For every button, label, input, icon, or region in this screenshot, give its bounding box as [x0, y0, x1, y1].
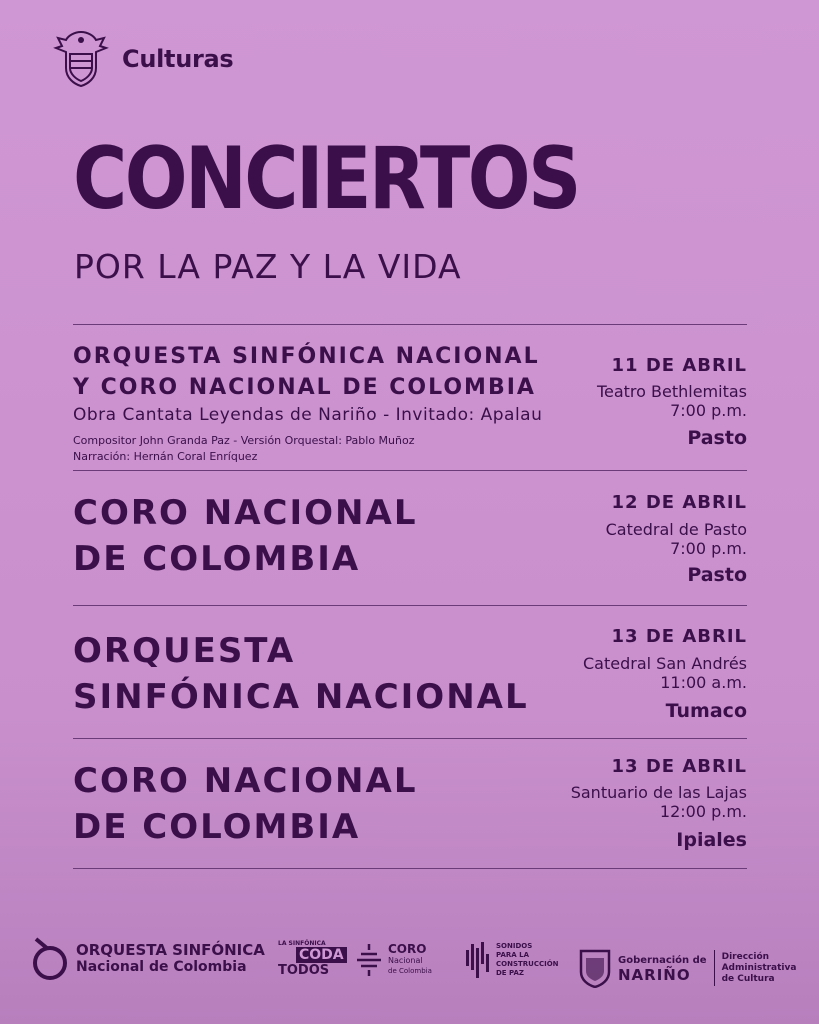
event-title-line1: ORQUESTA: [73, 631, 296, 671]
event-credits: Narración: Hernán Coral Enríquez: [73, 450, 258, 463]
osn-line1: ORQUESTA SINFÓNICA: [76, 941, 265, 959]
event-date: 13 DE ABRIL: [611, 626, 747, 647]
sonidos-line3: CONSTRUCCIÓN: [496, 960, 559, 968]
sonidos-logo: [464, 940, 559, 980]
coro-line3: de Colombia: [388, 966, 432, 975]
event-title-line2: SINFÓNICA NACIONAL: [73, 677, 529, 717]
divider: [73, 324, 747, 325]
event-credits: Compositor John Granda Paz - Versión Orquestal: Pablo Muñoz: [73, 434, 415, 447]
coro-line2: Nacional: [388, 955, 423, 965]
logo-divider: [714, 950, 715, 986]
brand-label: Culturas: [122, 45, 234, 73]
dir-line1: Dirección: [721, 951, 770, 962]
osn-line2: Nacional de Colombia: [76, 959, 247, 975]
event-venue: Teatro Bethlemitas: [596, 382, 747, 401]
event-title-line2: DE COLOMBIA: [73, 807, 361, 847]
culturas-logo: [52, 28, 233, 90]
event-venue: Catedral de Pasto: [605, 520, 747, 539]
coda-top: LA SINFÓNICA: [278, 940, 326, 947]
page-title: CONCIERTOS: [73, 129, 579, 229]
gob-line2: NARIÑO: [618, 966, 691, 984]
event-title-line2: Y CORO NACIONAL DE COLOMBIA: [73, 375, 536, 400]
osn-mark-icon: [30, 935, 70, 983]
sonidos-mark-icon: [464, 940, 492, 980]
divider: [73, 868, 747, 869]
event-venue: Catedral San Andrés: [583, 654, 747, 673]
coro-mark-icon: [355, 942, 385, 978]
event-title-line1: CORO NACIONAL: [73, 493, 418, 533]
event-title-line1: CORO NACIONAL: [73, 761, 418, 801]
event-time: 11:00 a.m.: [660, 673, 747, 692]
coda-mid: CODA: [296, 947, 347, 963]
event-work: Obra Cantata Leyendas de Nariño - Invitado: Apalau: [73, 405, 543, 425]
event-city: Pasto: [687, 564, 747, 586]
event-time: 7:00 p.m.: [670, 401, 747, 420]
orquesta-sinfonica-logo: [30, 935, 265, 983]
dir-line3: de Cultura: [721, 973, 775, 984]
event-title-line1: ORQUESTA SINFÓNICA NACIONAL: [73, 344, 540, 369]
sonidos-line2: PARA LA: [496, 951, 530, 959]
narino-shield-icon: [578, 948, 612, 988]
page-subtitle: POR LA PAZ Y LA VIDA: [74, 247, 462, 286]
sonidos-line4: DE PAZ: [496, 969, 525, 977]
divider: [73, 605, 747, 606]
coda-bottom: TODOS: [278, 963, 330, 978]
event-city: Tumaco: [665, 700, 747, 722]
event-date: 11 DE ABRIL: [611, 355, 747, 376]
gob-line1: Gobernación de: [618, 955, 707, 966]
event-date: 13 DE ABRIL: [611, 756, 747, 777]
sonidos-line1: SONIDOS: [496, 942, 533, 950]
event-city: Ipiales: [676, 829, 747, 851]
dir-line2: Administrativa: [721, 962, 797, 973]
divider: [73, 738, 747, 739]
event-city: Pasto: [687, 427, 747, 449]
coro-logo: [355, 942, 432, 978]
event-date: 12 DE ABRIL: [611, 492, 747, 513]
divider: [73, 470, 747, 471]
coro-line1: CORO: [388, 941, 427, 956]
coat-of-arms-icon: [52, 28, 110, 90]
event-venue: Santuario de las Lajas: [570, 783, 747, 802]
event-title-line2: DE COLOMBIA: [73, 539, 361, 579]
event-time: 12:00 p.m.: [659, 802, 747, 821]
event-time: 7:00 p.m.: [670, 539, 747, 558]
narino-logo: [578, 948, 796, 988]
coda-logo: [278, 940, 347, 978]
